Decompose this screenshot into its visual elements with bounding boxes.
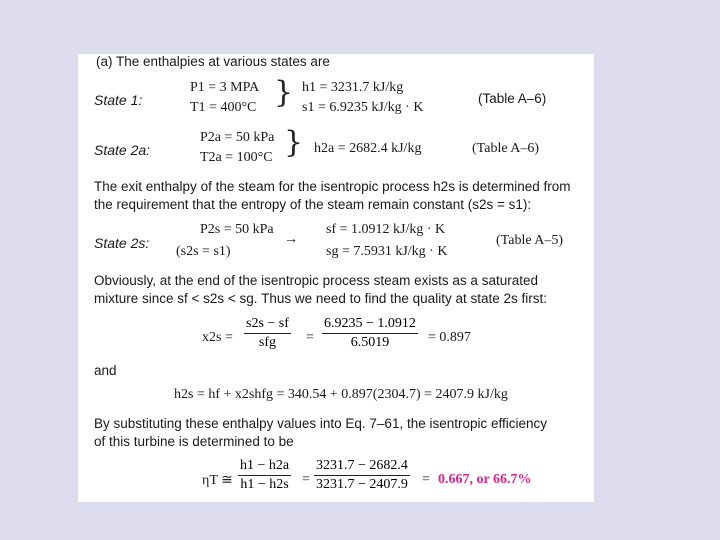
efficiency-fraction-symbolic [238,458,291,493]
and-word: and [94,363,117,378]
quality-lhs: x2s = [202,330,233,345]
efficiency-frac1-denominator: h1 − h2s [240,477,289,492]
quality-frac2-numerator: 6.9235 − 1.0912 [324,316,416,331]
state2s-pressure: P2s = 50 kPa [200,222,274,237]
state2a-enthalpy: h2a = 2682.4 kJ/kg [314,141,422,156]
state2s-sg: sg = 7.5931 kJ/kg · K [326,244,448,259]
efficiency-line-1: By substituting these enthalpy values into Eq. 7–61, the isentropic efficiency [94,416,548,431]
state2a-table-ref: (Table A–6) [472,141,540,156]
exit-enthalpy-line-1: The exit enthalpy of the steam for the isentropic process h2s is determined from [94,179,571,194]
quality-frac2-denominator: 6.5019 [350,335,390,350]
state2a-temperature: T2a = 100°C [200,150,273,165]
exit-enthalpy-line-2: the requirement that the entropy of the steam remain constant (s2s = s1): [94,197,532,212]
state1-pressure: P1 = 3 MPA [190,80,260,95]
efficiency-equals-1: = [302,472,310,487]
mixture-line-2: mixture since sf < s2s < sg. Thus we need to find the quality at state 2s first: [94,291,547,306]
state2s-table-ref: (Table A–5) [496,233,564,248]
mixture-line-1: Obviously, at the end of the isentropic process steam exists as a saturated [94,273,538,288]
state1-table-ref: (Table A–6) [478,91,547,106]
quality-fraction-symbolic [244,316,291,351]
efficiency-frac2-denominator: 3231.7 − 2407.9 [316,477,408,492]
efficiency-frac2-numerator: 3231.7 − 2682.4 [316,458,408,473]
state2s-label: State 2s: [94,235,150,251]
state2s-entropy-relation: (s2s = s1) [176,244,231,259]
state2s-sf: sf = 1.0912 kJ/kg · K [326,222,446,237]
efficiency-fraction-numeric [314,458,410,493]
efficiency-lhs: ηT ≅ [202,473,233,488]
part-a-heading: (a) The enthalpies at various states are [96,54,330,69]
quality-equals: = [306,330,314,345]
state1-brace: } [274,75,294,110]
state1-label: State 1: [94,92,143,108]
quality-frac1-denominator: sfg [258,335,277,350]
right-arrow-icon: → [284,232,298,247]
quality-frac1-numerator: s2s − sf [246,316,289,331]
quality-fraction-numeric [322,316,418,351]
state1-entropy: s1 = 6.9235 kJ/kg · K [302,100,424,115]
textbook-page [78,54,594,502]
state2a-brace: } [284,125,304,160]
quality-result: = 0.897 [428,330,471,345]
efficiency-equals-2: = [422,472,430,487]
efficiency-frac1-numerator: h1 − h2a [240,458,290,473]
state1-enthalpy: h1 = 3231.7 kJ/kg [302,80,404,95]
state1-temperature: T1 = 400°C [190,100,257,115]
efficiency-line-2: of this turbine is determined to be [94,434,294,449]
efficiency-result: 0.667, or 66.7% [438,472,532,487]
state2a-label: State 2a: [94,142,151,158]
state2a-pressure: P2a = 50 kPa [200,130,275,145]
h2s-equation: h2s = hf + x2shfg = 340.54 + 0.897(2304.7) = 2407.9 kJ/kg [174,387,508,402]
